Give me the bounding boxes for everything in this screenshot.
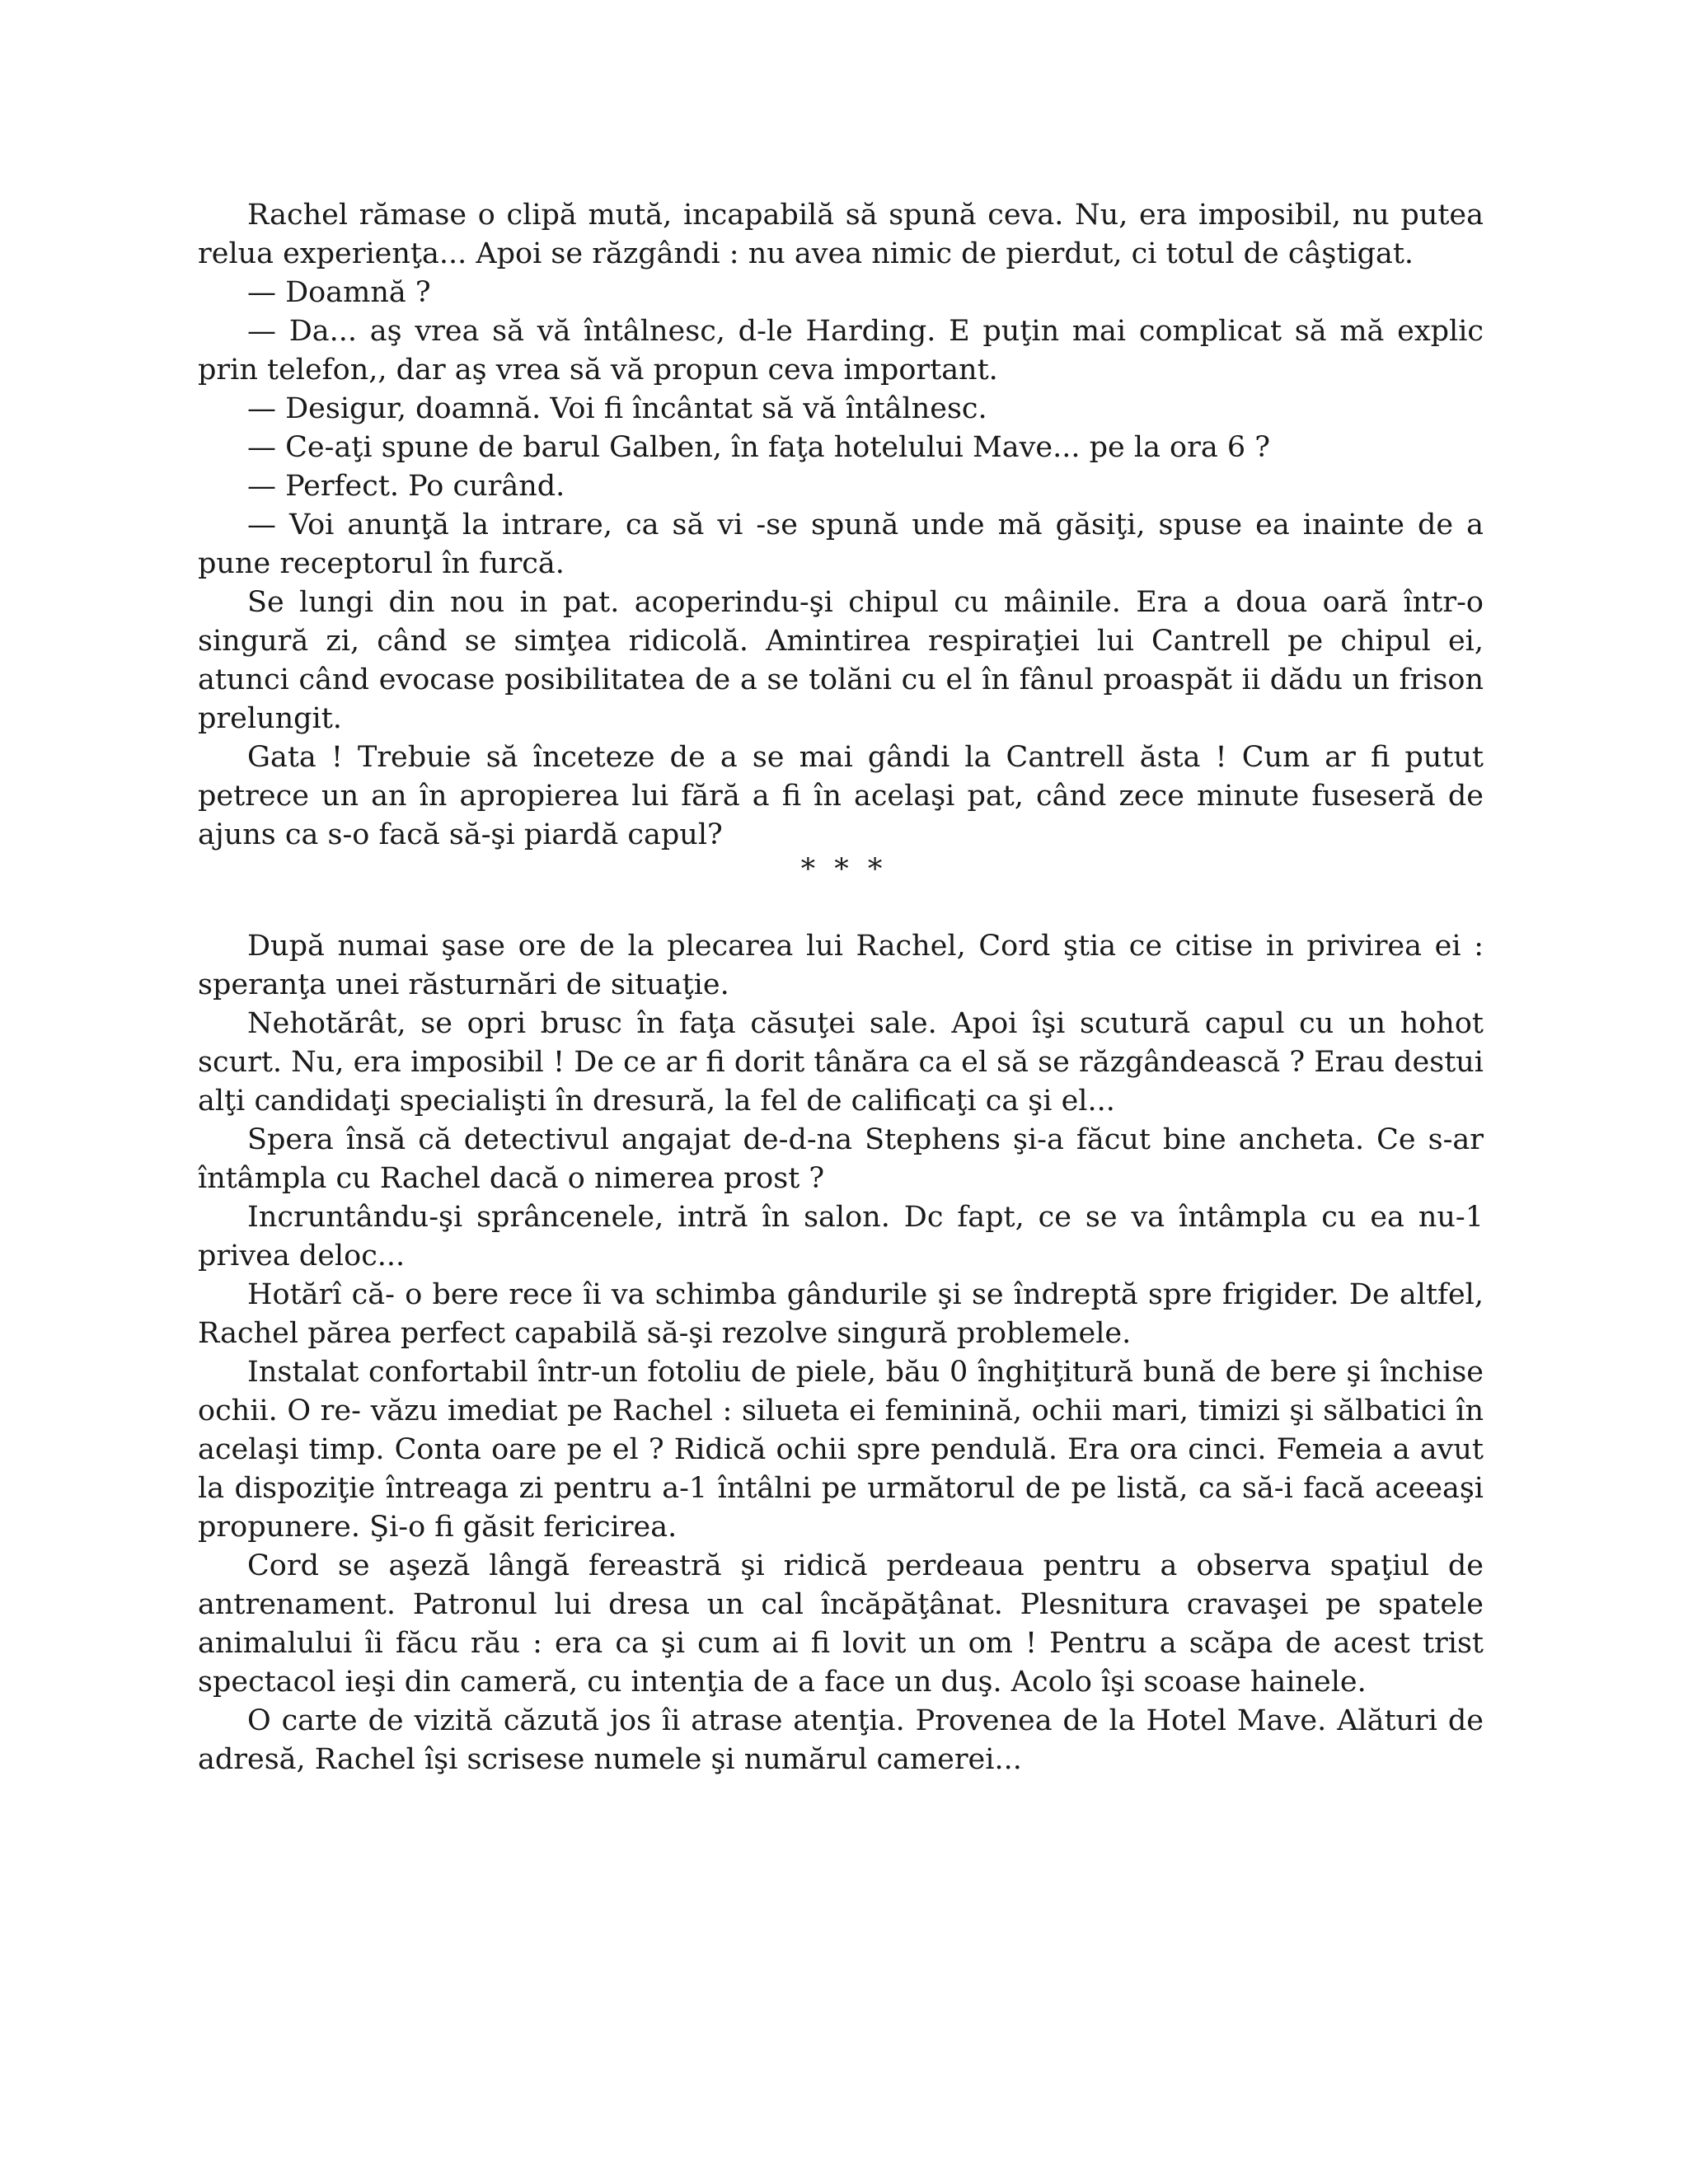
paragraph: Rachel rămase o clipă mută, incapabilă să spună ceva. Nu, era imposibil, nu putea relua experienţa... Apoi se răzgândi : nu avea nimic de pierdut, ci totul de câştigat. [198,199,1484,270]
paragraph: Spera însă că detectivul angajat de-d-na Stephens şi-a făcut bine ancheta. Ce s-ar întâmpla cu Rachel dacă o nimerea prost ? [198,1123,1484,1195]
paragraph: Hotărî că- o bere rece îi va schimba gândurile şi se îndreptă spre frigider. De altfel, Rachel părea perfect capabilă să-şi rezolve singură problemele. [198,1278,1484,1350]
dialogue-line: — Doamnă ? [247,276,431,309]
paragraph: Nehotărât, se opri brusc în faţa căsuţei sale. Apoi îşi scutură capul cu un hohot scurt. Nu, era imposibil ! De ce ar fi dorit tânăra ca el să se răzgândească ? Erau destui alţi candidaţi specialişti în dresură, la fel de calificaţi ca şi el... [198,1007,1484,1118]
dialogue-line: — Da... aş vrea să vă întâlnesc, d-le Harding. E puţin mai complicat să mă explic prin telefon,, dar aş vrea să vă propun ceva important. [198,315,1484,387]
paragraph: După numai şase ore de la plecarea lui Rachel, Cord ştia ce citise in privirea ei : speranţa unei răsturnări de situaţie. [198,930,1484,1001]
section-separator: * * * [800,853,888,886]
paragraph: Cord se aşeză lângă fereastră şi ridică perdeaua pentru a observa spaţiul de antrenament. Patronul lui dresa un cal încăpăţânat. Plesnitura cravaşei pe spatele animalului îi făcu rău : era ca şi cum ai fi lovit un om ! Pentru a scăpa de acest trist spectacol ieşi din cameră, cu intenţia de a face un duş. Acolo îşi scoase hainele. [198,1549,1484,1699]
paragraph: Gata ! Trebuie să înceteze de a se mai gândi la Cantrell ăsta ! Cum ar fi putut petrece un an în apropierea lui fără a fi în acelaşi pat, când zece minute fuseseră de ajuns ca s-o facă să-şi piardă capul? [198,741,1484,851]
section-two [198,927,1484,1779]
dialogue-line: — Perfect. Po curând. [247,470,565,503]
paragraph: Se lungi din nou in pat. acoperindu-şi chipul cu mâinile. Era a doua oară într-o singură zi, când se simţea ridicolă. Amintirea respiraţiei lui Cantrell pe chipul ei, atunci când evocase posibilitatea de a se tolăni cu el în fânul proaspăt ii dădu un frison prelungit. [198,586,1484,735]
dialogue-line: — Voi anunţă la intrare, ca să vi -se spună unde mă găsiţi, spuse ea inainte de a pune receptorul în furcă. [198,509,1484,580]
paragraph: Incruntându-şi sprâncenele, intră în salon. Dc fapt, ce se va întâmpla cu ea nu-1 privea deloc... [198,1201,1484,1272]
dialogue-line: — Desigur, doamnă. Voi fi încântat să vă întâlnesc. [247,392,987,425]
paragraph: Instalat confortabil într-un fotoliu de piele, bău 0 înghiţitură bună de bere şi închise ochii. O re- văzu imediat pe Rachel : silueta ei feminină, ochii mari, timizi şi sălbatici în acelaşi timp. Conta oare pe el ? Ridică ochii spre pendulă. Era ora cinci. Femeia a avut la dispoziţie întreaga zi pentru a-1 întâlni pe următorul de pe listă, ca să-i facă aceeaşi propunere. Şi-o fi găsit fericirea. [198,1356,1484,1544]
paragraph: O carte de vizită căzută jos îi atrase atenţia. Provenea de la Hotel Mave. Alături de adresă, Rachel îşi scrisese numele şi numărul camerei... [198,1704,1484,1776]
dialogue-line: — Ce-aţi spune de barul Galben, în faţa hotelului Mave... pe la ora 6 ? [247,431,1271,464]
section-one [198,196,1484,855]
